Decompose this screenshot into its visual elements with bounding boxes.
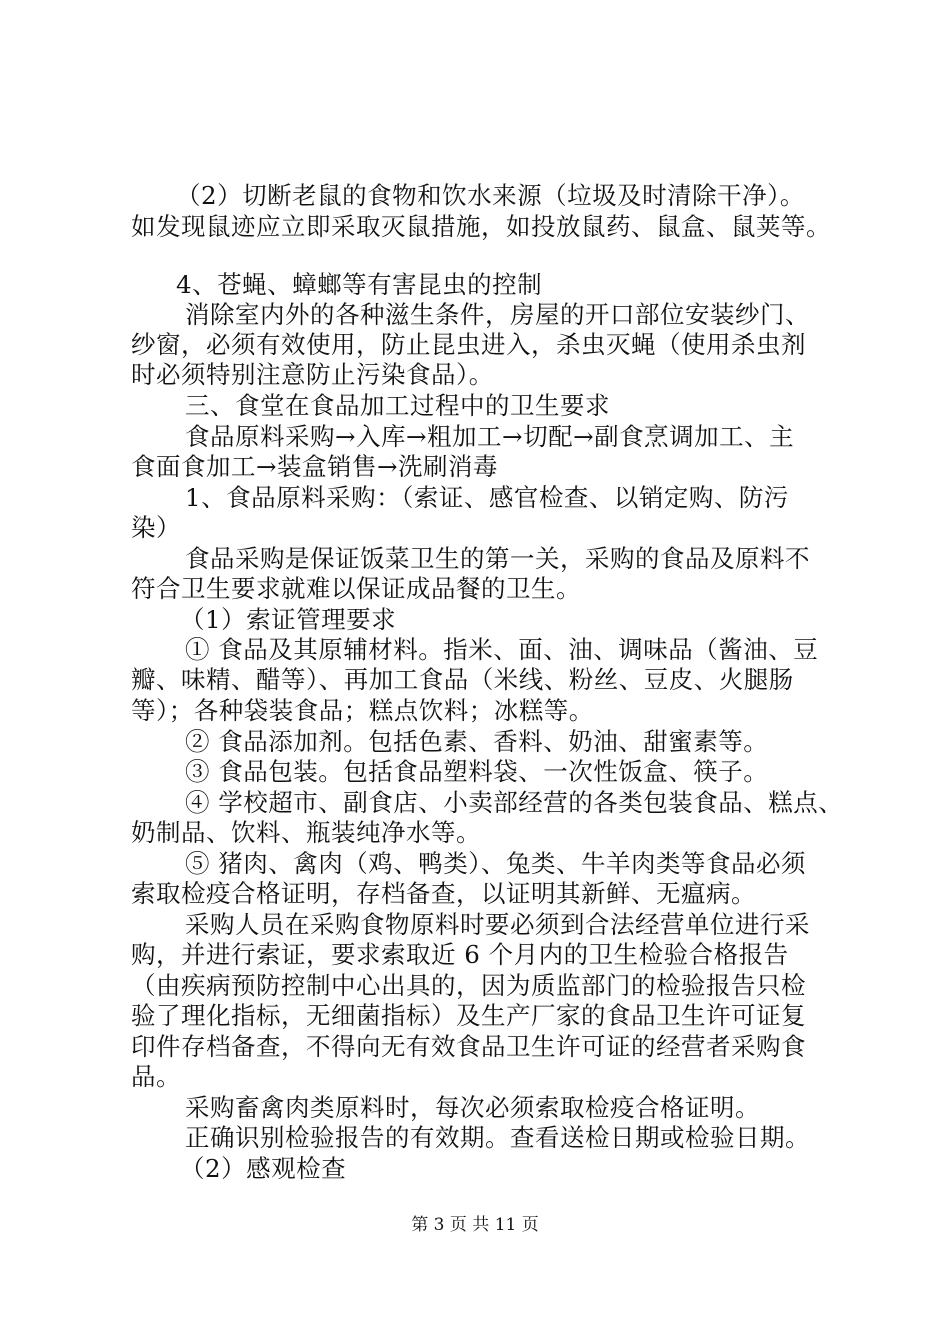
text-line: 等）；各种袋装食品；糕点饮料；冰糕等。 bbox=[131, 696, 594, 725]
text-line: 奶制品、饮料、瓶装纯净水等。 bbox=[131, 818, 481, 847]
text-line: 纱窗，必须有效使用，防止昆虫进入，杀虫灭蝇（使用杀虫剂 bbox=[131, 330, 806, 359]
subsection-heading: （1）索证管理要求 bbox=[180, 605, 397, 634]
text-line: 食面食加工→装盒销售→洗刷消毒 bbox=[131, 452, 499, 481]
text-line: 瓣、味精、醋等）、再加工食品（米线、粉丝、豆皮、火腿肠 bbox=[131, 665, 794, 694]
text-line: 食品原料采购→入库→粗加工→切配→副食烹调加工、主 bbox=[185, 422, 795, 451]
text-line: 采购畜禽肉类原料时，每次必须索取检疫合格证明。 bbox=[185, 1093, 760, 1122]
text-line: 时必须特别注意防止污染食品）。 bbox=[131, 360, 494, 389]
list-item: ④ 学校超市、副食店、小卖部经营的各类包装食品、糕点、 bbox=[185, 788, 844, 817]
section-heading: 三、食堂在食品加工过程中的卫生要求 bbox=[185, 391, 610, 420]
text-line: （2）切断老鼠的食物和饮水来源（垃圾及时清除干净）。 bbox=[176, 181, 805, 210]
text-line: 正确识别检验报告的有效期。查看送检日期或检验日期。 bbox=[185, 1123, 810, 1152]
list-item: ① 食品及其原辅材料。指米、面、油、调味品（酱油、豆 bbox=[185, 635, 819, 664]
text-line: 染） bbox=[131, 513, 181, 542]
list-item: ③ 食品包装。包括食品塑料袋、一次性饭盒、筷子。 bbox=[185, 757, 769, 786]
text-line: 验了理化指标，无细菌指标）及生产厂家的食品卫生许可证复 bbox=[131, 1001, 806, 1030]
text-line: 印件存档备查，不得向无有效食品卫生许可证的经营者采购食 bbox=[131, 1032, 806, 1061]
text-line: （由疾病预防控制中心出具的，因为质监部门的检验报告只检 bbox=[131, 971, 806, 1000]
text-line: 如发现鼠迹应立即采取灭鼠措施，如投放鼠药、鼠盒、鼠荚等。 bbox=[131, 212, 831, 241]
list-item: ② 食品添加剂。包括色素、香料、奶油、甜蜜素等。 bbox=[185, 727, 769, 756]
page-footer: 第 3 页 共 11 页 bbox=[411, 1215, 539, 1235]
section-heading: 4、苍蝇、蟑螂等有害昆虫的控制 bbox=[176, 270, 543, 299]
section-heading: 1、食品原料采购：（索证、感官检查、以销定购、防污 bbox=[185, 483, 789, 512]
text-line: 采购人员在采购食物原料时要必须到合法经营单位进行采 bbox=[185, 910, 810, 939]
text-line: 品。 bbox=[131, 1062, 181, 1091]
subsection-heading: （2）感观检查 bbox=[180, 1154, 347, 1183]
text-line: 符合卫生要求就难以保证成品餐的卫生。 bbox=[131, 574, 581, 603]
list-item: ⑤ 猪肉、禽肉（鸡、鸭类）、兔类、牛羊肉类等食品必须 bbox=[185, 849, 807, 878]
text-line: 消除室内外的各种滋生条件，房屋的开口部位安装纱门、 bbox=[185, 300, 810, 329]
text-line: 购，并进行索证，要求索取近 6 个月内的卫生检验合格报告 bbox=[131, 940, 789, 969]
text-line: 索取检疫合格证明，存档备查，以证明其新鲜、无瘟病。 bbox=[131, 879, 756, 908]
text-line: 食品采购是保证饭菜卫生的第一关，采购的食品及原料不 bbox=[185, 544, 810, 573]
